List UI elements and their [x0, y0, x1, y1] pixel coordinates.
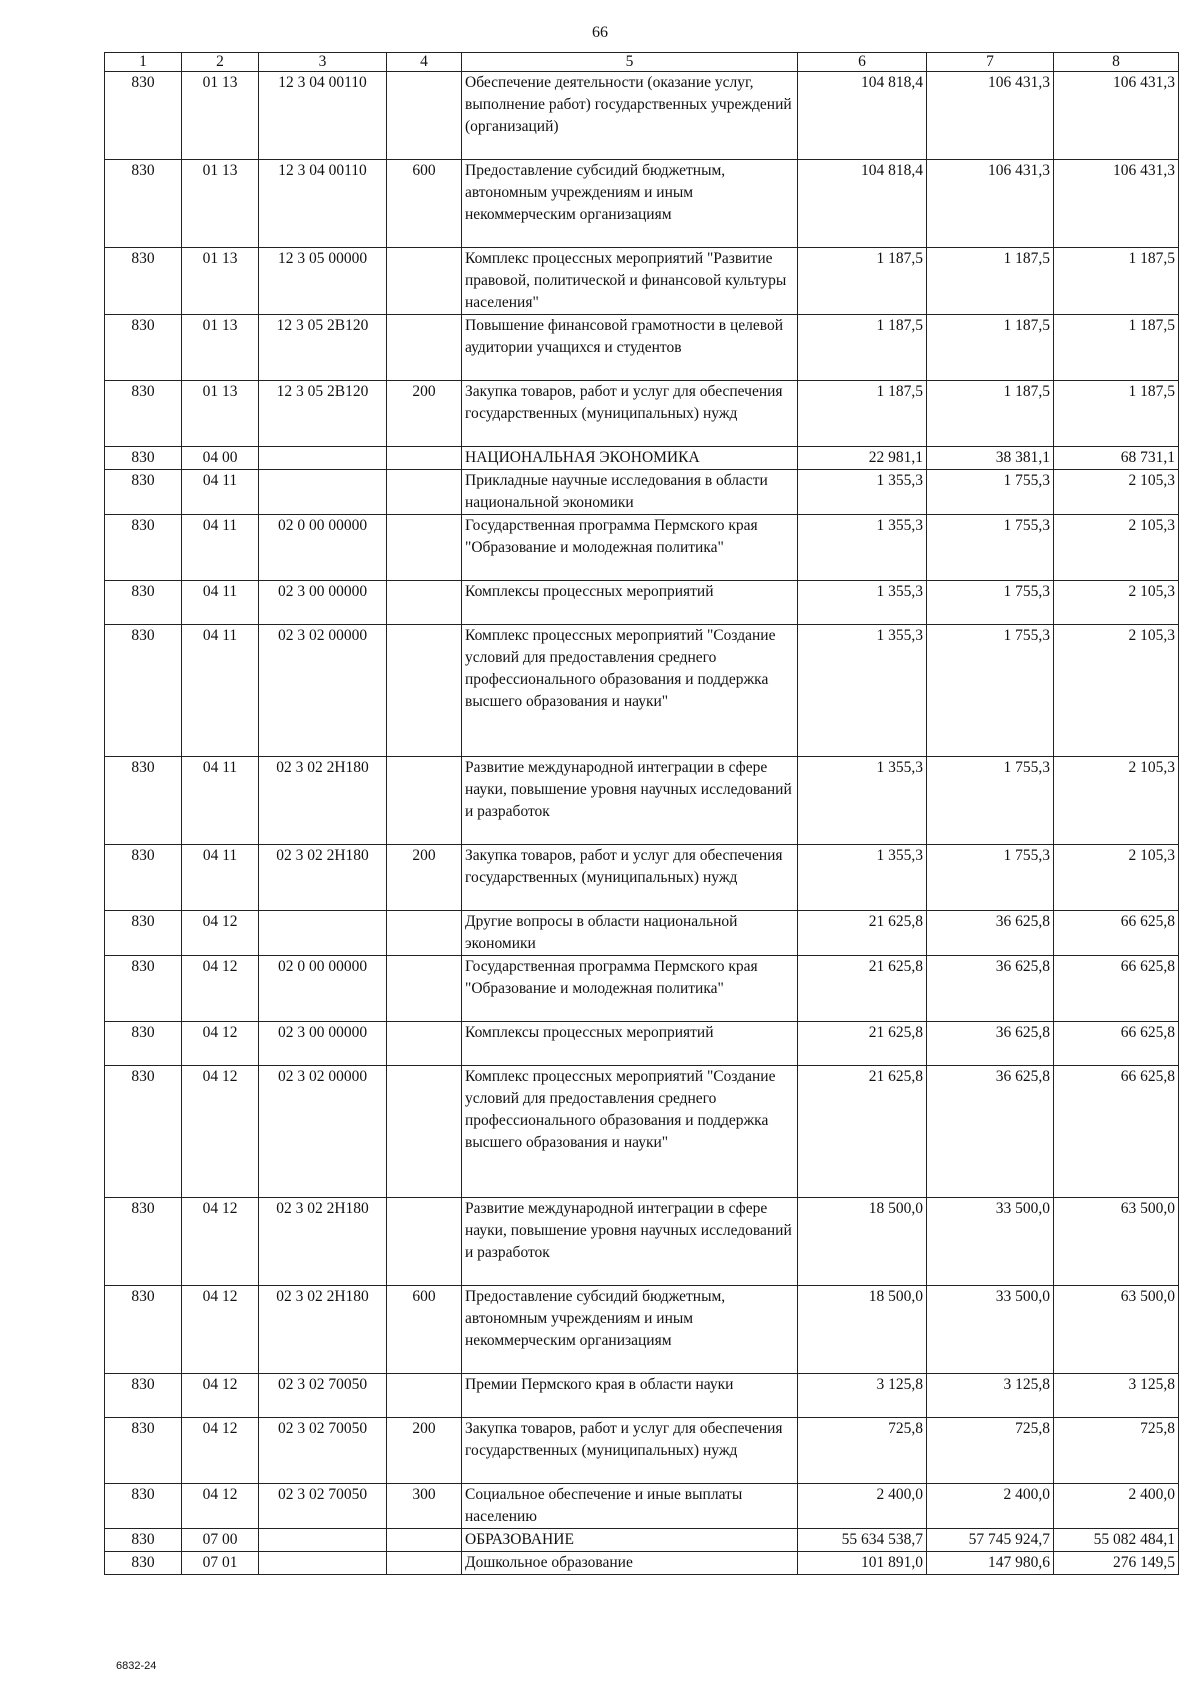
cell-target-item-code: [259, 911, 387, 956]
cell-expense-type-code: 300: [387, 1484, 462, 1529]
cell-chapter-code: 830: [105, 581, 182, 625]
table-body: [105, 72, 1179, 1575]
cell-amount-year-2: 57 745 924,7: [927, 1529, 1054, 1552]
cell-section-code: 01 13: [182, 381, 259, 447]
cell-expense-type-code: [387, 1552, 462, 1575]
cell-chapter-code: 830: [105, 1198, 182, 1286]
cell-target-item-code: [259, 1529, 387, 1552]
cell-description: Комплексы процессных мероприятий: [462, 1022, 798, 1066]
cell-section-code: 04 11: [182, 845, 259, 911]
cell-chapter-code: 830: [105, 470, 182, 515]
cell-target-item-code: 02 3 02 2Н180: [259, 1286, 387, 1374]
cell-expense-type-code: [387, 757, 462, 845]
cell-amount-year-1: 725,8: [798, 1418, 927, 1484]
cell-amount-year-1: 1 187,5: [798, 381, 927, 447]
cell-section-code: 04 12: [182, 1484, 259, 1529]
cell-chapter-code: 830: [105, 1529, 182, 1552]
cell-description: Государственная программа Пермского края "Образование и молодежная политика": [462, 515, 798, 581]
cell-target-item-code: 02 3 02 2Н180: [259, 845, 387, 911]
cell-amount-year-2: 36 625,8: [927, 911, 1054, 956]
cell-amount-year-3: 1 187,5: [1054, 381, 1179, 447]
cell-amount-year-3: 2 400,0: [1054, 1484, 1179, 1529]
cell-expense-type-code: [387, 515, 462, 581]
column-header-3: 3: [259, 53, 387, 72]
cell-chapter-code: 830: [105, 1374, 182, 1418]
table-row: [105, 381, 1179, 447]
cell-expense-type-code: [387, 1374, 462, 1418]
cell-section-code: 01 13: [182, 160, 259, 248]
cell-description: Развитие международной интеграции в сфере науки, повышение уровня научных исследований и разработок: [462, 1198, 798, 1286]
cell-amount-year-1: 1 355,3: [798, 470, 927, 515]
cell-chapter-code: 830: [105, 1286, 182, 1374]
cell-amount-year-1: 3 125,8: [798, 1374, 927, 1418]
cell-expense-type-code: [387, 581, 462, 625]
cell-chapter-code: 830: [105, 315, 182, 381]
cell-section-code: 04 11: [182, 581, 259, 625]
cell-chapter-code: 830: [105, 757, 182, 845]
cell-amount-year-1: 18 500,0: [798, 1286, 927, 1374]
cell-description: Социальное обеспечение и иные выплаты населению: [462, 1484, 798, 1529]
cell-amount-year-2: 33 500,0: [927, 1286, 1054, 1374]
cell-description: Дошкольное образование: [462, 1552, 798, 1575]
cell-amount-year-2: 1 755,3: [927, 625, 1054, 757]
budget-table: [104, 52, 1179, 1575]
cell-target-item-code: [259, 1552, 387, 1575]
cell-amount-year-2: 33 500,0: [927, 1198, 1054, 1286]
cell-description: Государственная программа Пермского края "Образование и молодежная политика": [462, 956, 798, 1022]
cell-amount-year-1: 1 187,5: [798, 248, 927, 315]
cell-chapter-code: 830: [105, 1552, 182, 1575]
cell-amount-year-2: 1 187,5: [927, 315, 1054, 381]
cell-target-item-code: 02 3 00 00000: [259, 581, 387, 625]
table-row: [105, 1374, 1179, 1418]
column-header-2: 2: [182, 53, 259, 72]
table-row: [105, 1198, 1179, 1286]
footer-code: 6832-24: [116, 1660, 157, 1672]
cell-amount-year-3: 66 625,8: [1054, 956, 1179, 1022]
table-row: [105, 581, 1179, 625]
cell-amount-year-3: 106 431,3: [1054, 72, 1179, 160]
table-row: [105, 1022, 1179, 1066]
cell-amount-year-2: 1 755,3: [927, 757, 1054, 845]
cell-section-code: 04 12: [182, 911, 259, 956]
cell-expense-type-code: [387, 315, 462, 381]
cell-expense-type-code: 200: [387, 845, 462, 911]
cell-description: Предоставление субсидий бюджетным, автономным учреждениям и иным некоммерческим организациям: [462, 160, 798, 248]
cell-section-code: 04 11: [182, 757, 259, 845]
cell-expense-type-code: [387, 1529, 462, 1552]
cell-section-code: 04 11: [182, 470, 259, 515]
cell-amount-year-3: 2 105,3: [1054, 845, 1179, 911]
cell-amount-year-3: 2 105,3: [1054, 757, 1179, 845]
cell-section-code: 04 00: [182, 447, 259, 470]
column-header-6: 6: [798, 53, 927, 72]
table-row: [105, 757, 1179, 845]
cell-chapter-code: 830: [105, 515, 182, 581]
cell-amount-year-2: 106 431,3: [927, 160, 1054, 248]
cell-chapter-code: 830: [105, 625, 182, 757]
cell-chapter-code: 830: [105, 911, 182, 956]
cell-amount-year-2: 1 755,3: [927, 581, 1054, 625]
cell-description: Комплекс процессных мероприятий "Развитие правовой, политической и финансовой культуры населения": [462, 248, 798, 315]
cell-amount-year-3: 55 082 484,1: [1054, 1529, 1179, 1552]
cell-section-code: 07 00: [182, 1529, 259, 1552]
cell-chapter-code: 830: [105, 72, 182, 160]
cell-expense-type-code: 200: [387, 381, 462, 447]
cell-amount-year-1: 21 625,8: [798, 1066, 927, 1198]
cell-target-item-code: 02 3 00 00000: [259, 1022, 387, 1066]
cell-description: Комплекс процессных мероприятий "Создание условий для предоставления среднего профессионального образования и поддержка высшего образования и науки": [462, 1066, 798, 1198]
cell-description: Прикладные научные исследования в области национальной экономики: [462, 470, 798, 515]
cell-amount-year-1: 2 400,0: [798, 1484, 927, 1529]
cell-description: Премии Пермского края в области науки: [462, 1374, 798, 1418]
cell-expense-type-code: 600: [387, 1286, 462, 1374]
cell-expense-type-code: [387, 248, 462, 315]
cell-amount-year-2: 147 980,6: [927, 1552, 1054, 1575]
cell-expense-type-code: 600: [387, 160, 462, 248]
cell-amount-year-3: 63 500,0: [1054, 1198, 1179, 1286]
cell-expense-type-code: [387, 625, 462, 757]
cell-amount-year-2: 38 381,1: [927, 447, 1054, 470]
cell-amount-year-1: 21 625,8: [798, 911, 927, 956]
cell-amount-year-3: 66 625,8: [1054, 911, 1179, 956]
cell-amount-year-2: 36 625,8: [927, 1022, 1054, 1066]
cell-description: Закупка товаров, работ и услуг для обеспечения государственных (муниципальных) нужд: [462, 381, 798, 447]
cell-section-code: 04 12: [182, 1022, 259, 1066]
cell-amount-year-1: 18 500,0: [798, 1198, 927, 1286]
cell-amount-year-1: 1 355,3: [798, 515, 927, 581]
column-header-1: 1: [105, 53, 182, 72]
column-header-4: 4: [387, 53, 462, 72]
cell-description: Комплекс процессных мероприятий "Создание условий для предоставления среднего профессионального образования и поддержка высшего образования и науки": [462, 625, 798, 757]
cell-chapter-code: 830: [105, 447, 182, 470]
cell-amount-year-1: 104 818,4: [798, 72, 927, 160]
table-row: [105, 315, 1179, 381]
cell-chapter-code: 830: [105, 1484, 182, 1529]
cell-expense-type-code: [387, 1022, 462, 1066]
cell-target-item-code: 02 0 00 00000: [259, 515, 387, 581]
cell-amount-year-1: 1 355,3: [798, 625, 927, 757]
cell-chapter-code: 830: [105, 845, 182, 911]
cell-expense-type-code: [387, 470, 462, 515]
cell-amount-year-3: 2 105,3: [1054, 515, 1179, 581]
cell-amount-year-2: 1 755,3: [927, 845, 1054, 911]
cell-chapter-code: 830: [105, 1418, 182, 1484]
cell-amount-year-3: 68 731,1: [1054, 447, 1179, 470]
cell-target-item-code: 02 3 02 70050: [259, 1418, 387, 1484]
cell-amount-year-1: 22 981,1: [798, 447, 927, 470]
cell-section-code: 04 11: [182, 515, 259, 581]
cell-section-code: 04 12: [182, 1286, 259, 1374]
cell-chapter-code: 830: [105, 1022, 182, 1066]
cell-target-item-code: 12 3 05 2В120: [259, 381, 387, 447]
cell-amount-year-3: 1 187,5: [1054, 248, 1179, 315]
table-row: [105, 1418, 1179, 1484]
table-row: [105, 1529, 1179, 1552]
cell-amount-year-3: 3 125,8: [1054, 1374, 1179, 1418]
cell-amount-year-3: 725,8: [1054, 1418, 1179, 1484]
cell-amount-year-1: 21 625,8: [798, 956, 927, 1022]
table-row: [105, 160, 1179, 248]
cell-description: Предоставление субсидий бюджетным, автономным учреждениям и иным некоммерческим организациям: [462, 1286, 798, 1374]
cell-section-code: 04 12: [182, 1198, 259, 1286]
table-row: [105, 248, 1179, 315]
table-row: [105, 515, 1179, 581]
cell-amount-year-1: 21 625,8: [798, 1022, 927, 1066]
cell-section-code: 01 13: [182, 248, 259, 315]
cell-amount-year-3: 2 105,3: [1054, 470, 1179, 515]
cell-amount-year-3: 2 105,3: [1054, 625, 1179, 757]
cell-section-code: 01 13: [182, 315, 259, 381]
cell-description: Закупка товаров, работ и услуг для обеспечения государственных (муниципальных) нужд: [462, 1418, 798, 1484]
cell-section-code: 01 13: [182, 72, 259, 160]
cell-amount-year-1: 1 355,3: [798, 757, 927, 845]
cell-amount-year-3: 66 625,8: [1054, 1022, 1179, 1066]
cell-amount-year-3: 1 187,5: [1054, 315, 1179, 381]
cell-section-code: 04 12: [182, 1418, 259, 1484]
cell-chapter-code: 830: [105, 381, 182, 447]
cell-chapter-code: 830: [105, 248, 182, 315]
table-row: [105, 911, 1179, 956]
cell-amount-year-3: 2 105,3: [1054, 581, 1179, 625]
cell-description: Другие вопросы в области национальной экономики: [462, 911, 798, 956]
table-row: [105, 72, 1179, 160]
table-row: [105, 1286, 1179, 1374]
cell-expense-type-code: [387, 956, 462, 1022]
cell-amount-year-2: 1 755,3: [927, 515, 1054, 581]
cell-amount-year-3: 276 149,5: [1054, 1552, 1179, 1575]
cell-target-item-code: 02 3 02 2Н180: [259, 757, 387, 845]
cell-target-item-code: 02 3 02 70050: [259, 1374, 387, 1418]
cell-description: ОБРАЗОВАНИЕ: [462, 1529, 798, 1552]
cell-section-code: 07 01: [182, 1552, 259, 1575]
cell-chapter-code: 830: [105, 1066, 182, 1198]
table-row: [105, 1552, 1179, 1575]
table-row: [105, 470, 1179, 515]
cell-expense-type-code: [387, 72, 462, 160]
cell-amount-year-3: 63 500,0: [1054, 1286, 1179, 1374]
cell-target-item-code: 12 3 05 00000: [259, 248, 387, 315]
cell-amount-year-1: 104 818,4: [798, 160, 927, 248]
cell-amount-year-1: 101 891,0: [798, 1552, 927, 1575]
cell-section-code: 04 12: [182, 1374, 259, 1418]
cell-description: Повышение финансовой грамотности в целевой аудитории учащихся и студентов: [462, 315, 798, 381]
cell-expense-type-code: [387, 1066, 462, 1198]
cell-target-item-code: 02 3 02 00000: [259, 625, 387, 757]
cell-chapter-code: 830: [105, 160, 182, 248]
cell-amount-year-2: 36 625,8: [927, 956, 1054, 1022]
cell-amount-year-1: 1 355,3: [798, 845, 927, 911]
cell-amount-year-2: 1 755,3: [927, 470, 1054, 515]
cell-amount-year-2: 2 400,0: [927, 1484, 1054, 1529]
cell-amount-year-2: 106 431,3: [927, 72, 1054, 160]
cell-description: Обеспечение деятельности (оказание услуг, выполнение работ) государственных учреждений (организаций): [462, 72, 798, 160]
cell-target-item-code: 02 3 02 70050: [259, 1484, 387, 1529]
cell-expense-type-code: [387, 447, 462, 470]
cell-amount-year-3: 66 625,8: [1054, 1066, 1179, 1198]
cell-amount-year-3: 106 431,3: [1054, 160, 1179, 248]
table-row: [105, 447, 1179, 470]
cell-expense-type-code: 200: [387, 1418, 462, 1484]
cell-target-item-code: 02 3 02 2Н180: [259, 1198, 387, 1286]
cell-section-code: 04 12: [182, 956, 259, 1022]
cell-description: НАЦИОНАЛЬНАЯ ЭКОНОМИКА: [462, 447, 798, 470]
cell-section-code: 04 11: [182, 625, 259, 757]
table-row: [105, 1066, 1179, 1198]
cell-amount-year-2: 3 125,8: [927, 1374, 1054, 1418]
column-header-7: 7: [927, 53, 1054, 72]
page-number: 66: [592, 24, 608, 41]
column-header-8: 8: [1054, 53, 1179, 72]
cell-amount-year-2: 1 187,5: [927, 248, 1054, 315]
cell-amount-year-2: 725,8: [927, 1418, 1054, 1484]
cell-amount-year-1: 55 634 538,7: [798, 1529, 927, 1552]
cell-amount-year-2: 1 187,5: [927, 381, 1054, 447]
table-row: [105, 1484, 1179, 1529]
cell-expense-type-code: [387, 1198, 462, 1286]
cell-target-item-code: [259, 447, 387, 470]
cell-target-item-code: 12 3 04 00110: [259, 72, 387, 160]
cell-target-item-code: 02 3 02 00000: [259, 1066, 387, 1198]
cell-target-item-code: [259, 470, 387, 515]
column-header-5: 5: [462, 53, 798, 72]
cell-expense-type-code: [387, 911, 462, 956]
table-row: [105, 956, 1179, 1022]
cell-description: Комплексы процессных мероприятий: [462, 581, 798, 625]
cell-description: Закупка товаров, работ и услуг для обеспечения государственных (муниципальных) нужд: [462, 845, 798, 911]
header-row: [105, 53, 1179, 72]
cell-section-code: 04 12: [182, 1066, 259, 1198]
cell-target-item-code: 12 3 04 00110: [259, 160, 387, 248]
table-row: [105, 845, 1179, 911]
cell-description: Развитие международной интеграции в сфере науки, повышение уровня научных исследований и разработок: [462, 757, 798, 845]
cell-amount-year-2: 36 625,8: [927, 1066, 1054, 1198]
cell-amount-year-1: 1 187,5: [798, 315, 927, 381]
cell-target-item-code: 02 0 00 00000: [259, 956, 387, 1022]
cell-chapter-code: 830: [105, 956, 182, 1022]
table-row: [105, 625, 1179, 757]
cell-amount-year-1: 1 355,3: [798, 581, 927, 625]
cell-target-item-code: 12 3 05 2В120: [259, 315, 387, 381]
